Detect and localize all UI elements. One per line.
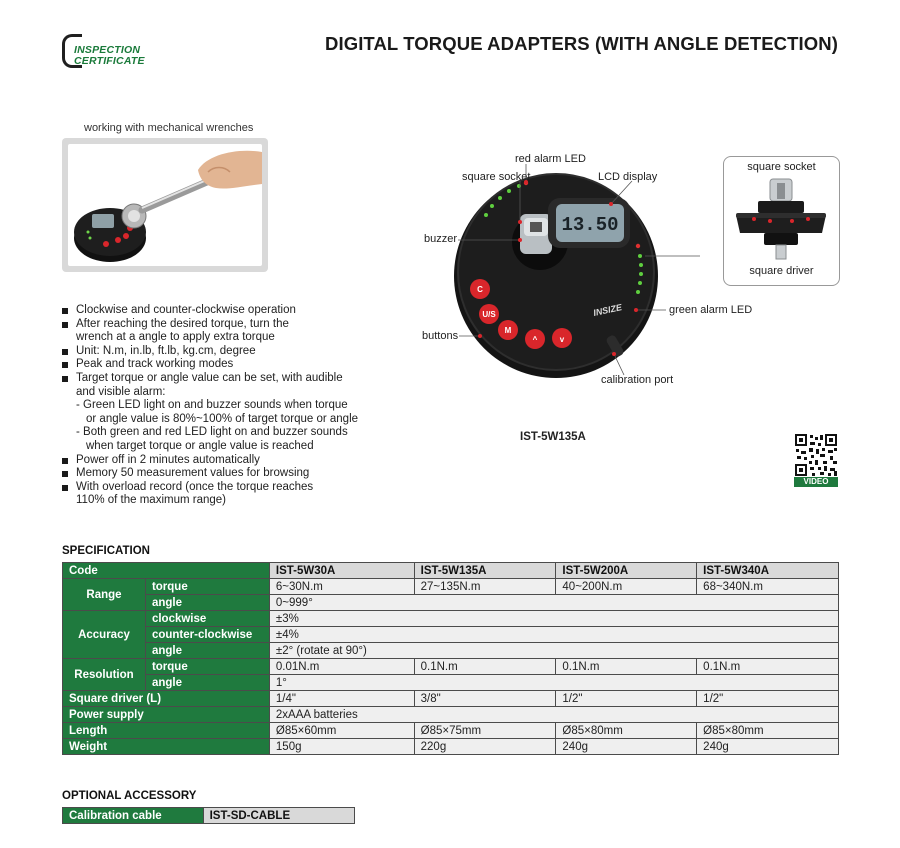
feature-item: Memory 50 measurement values for browsing — [62, 467, 382, 481]
spec-cell: 2xAAA batteries — [269, 707, 838, 723]
spec-cell: 6~30N.m — [269, 579, 414, 595]
svg-text:U/S: U/S — [482, 310, 496, 319]
spec-cell: ±2° (rotate at 90°) — [269, 643, 838, 659]
feature-continuation: 110% of the maximum range) — [76, 494, 226, 507]
side-view-inset — [723, 156, 840, 286]
spec-group-label: Range — [63, 579, 146, 611]
feature-item: Peak and track working modes — [62, 358, 382, 372]
callout-lcd: LCD display — [598, 171, 658, 183]
spec-sub-label: angle — [145, 595, 269, 611]
accessory-table — [62, 807, 355, 824]
svg-text:v: v — [559, 335, 565, 344]
spec-cell: 240g — [697, 739, 839, 755]
table-row — [63, 739, 839, 755]
spec-sub-label: torque — [145, 579, 269, 595]
spec-cell: Ø85×80mm — [556, 723, 697, 739]
callout-buzzer: buzzer — [424, 233, 458, 245]
table-row — [63, 675, 839, 691]
spec-cell: 240g — [556, 739, 697, 755]
spec-row-label: Length — [63, 723, 270, 739]
spec-header-cell: IST-5W340A — [697, 563, 839, 579]
logo-line-2: CERTIFICATE — [74, 55, 145, 67]
spec-sub-label: torque — [145, 659, 269, 675]
spec-row-label: Power supply — [63, 707, 270, 723]
table-row — [63, 659, 839, 675]
spec-cell: 0.1N.m — [697, 659, 839, 675]
feature-subitem: or angle value is 80%~100% of target torque or angle — [86, 412, 359, 425]
wrench-photo — [62, 138, 268, 272]
feature-item: With overload record (once the torque reaches — [62, 481, 382, 495]
accessory-title: OPTIONAL ACCESSORY — [62, 790, 197, 802]
svg-text:C: C — [477, 285, 483, 294]
spec-row-label: Weight — [63, 739, 270, 755]
svg-text:^: ^ — [532, 335, 538, 344]
table-row — [63, 723, 839, 739]
table-row — [63, 643, 839, 659]
spec-cell: 220g — [414, 739, 556, 755]
table-row — [63, 563, 839, 579]
table-row — [63, 579, 839, 595]
spec-cell: 0.1N.m — [414, 659, 556, 675]
spec-cell: 1/4" — [269, 691, 414, 707]
qr-code[interactable] — [794, 433, 838, 487]
inset-bottom-label: square driver — [749, 265, 814, 277]
feature-item: Unit: N.m, in.lb, ft.lb, kg.cm, degree — [62, 345, 382, 359]
inset-top-label: square socket — [747, 161, 816, 173]
accessory-name: Calibration cable — [63, 808, 204, 824]
qr-video-label: VIDEO — [794, 477, 838, 487]
spec-cell: 68~340N.m — [697, 579, 839, 595]
table-row — [63, 627, 839, 643]
brand-mark: INSIZE — [592, 302, 623, 318]
spec-row-label: Square driver (L) — [63, 691, 270, 707]
spec-cell: ±3% — [269, 611, 838, 627]
spec-sub-label: clockwise — [145, 611, 269, 627]
model-name: IST-5W135A — [520, 431, 586, 443]
feature-continuation: wrench at a angle to apply extra torque — [76, 331, 275, 344]
spec-cell: ±4% — [269, 627, 838, 643]
spec-cell: 0~999° — [269, 595, 838, 611]
callout-calibration-port: calibration port — [601, 374, 674, 386]
feature-continuation: and visible alarm: — [76, 385, 166, 398]
qr-code-icon — [794, 433, 838, 477]
callout-green-led: green alarm LED — [669, 304, 753, 316]
spec-cell: 150g — [269, 739, 414, 755]
spec-cell: 1° — [269, 675, 838, 691]
spec-group-label: Accuracy — [63, 611, 146, 659]
photo-caption: working with mechanical wrenches — [84, 122, 254, 134]
features-list — [62, 304, 382, 508]
spec-cell: 1/2" — [556, 691, 697, 707]
logo-line-1: INSPECTION — [74, 44, 141, 56]
svg-text:M: M — [504, 326, 512, 335]
spec-cell: 27~135N.m — [414, 579, 556, 595]
spec-sub-label: angle — [145, 643, 269, 659]
spec-cell: 0.01N.m — [269, 659, 414, 675]
feature-item: Target torque or angle value can be set, with audible — [62, 372, 382, 386]
lcd-value: 13.50 — [561, 214, 619, 236]
feature-subitem: - Both green and red LED light on and buzzer sounds — [76, 426, 348, 439]
spec-header-cell: IST-5W30A — [269, 563, 414, 579]
wrench-photo-illustration — [68, 144, 262, 266]
feature-subitem: - Green LED light on and buzzer sounds when torque — [76, 399, 348, 412]
spec-cell: Ø85×80mm — [697, 723, 839, 739]
feature-item: Clockwise and counter-clockwise operation — [62, 304, 382, 318]
device-illustration — [400, 140, 753, 400]
spec-header-cell: Code — [63, 563, 270, 579]
page-title: DIGITAL TORQUE ADAPTERS (WITH ANGLE DETECTION) — [325, 33, 838, 54]
spec-sub-label: angle — [145, 675, 269, 691]
callout-square-socket: square socket — [462, 171, 531, 183]
spec-cell: 1/2" — [697, 691, 839, 707]
spec-header-cell: IST-5W200A — [556, 563, 697, 579]
spec-table — [62, 562, 839, 755]
feature-subitem: when target torque or angle value is reached — [86, 439, 314, 452]
feature-item: Power off in 2 minutes automatically — [62, 454, 382, 468]
table-row — [63, 611, 839, 627]
callout-buttons: buttons — [422, 330, 459, 342]
spec-cell: Ø85×75mm — [414, 723, 556, 739]
accessory-code: IST-SD-CABLE — [203, 808, 354, 824]
table-row — [63, 707, 839, 723]
table-row — [63, 808, 355, 824]
spec-cell: 0.1N.m — [556, 659, 697, 675]
spec-group-label: Resolution — [63, 659, 146, 691]
inspection-certificate-logo — [62, 34, 170, 70]
spec-cell: Ø85×60mm — [269, 723, 414, 739]
spec-title: SPECIFICATION — [62, 545, 150, 557]
feature-item: After reaching the desired torque, turn the — [62, 318, 382, 332]
spec-header-cell: IST-5W135A — [414, 563, 556, 579]
table-row — [63, 691, 839, 707]
spec-cell: 40~200N.m — [556, 579, 697, 595]
spec-cell: 3/8" — [414, 691, 556, 707]
table-row — [63, 595, 839, 611]
spec-sub-label: counter-clockwise — [145, 627, 269, 643]
callout-red-led: red alarm LED — [515, 153, 586, 165]
